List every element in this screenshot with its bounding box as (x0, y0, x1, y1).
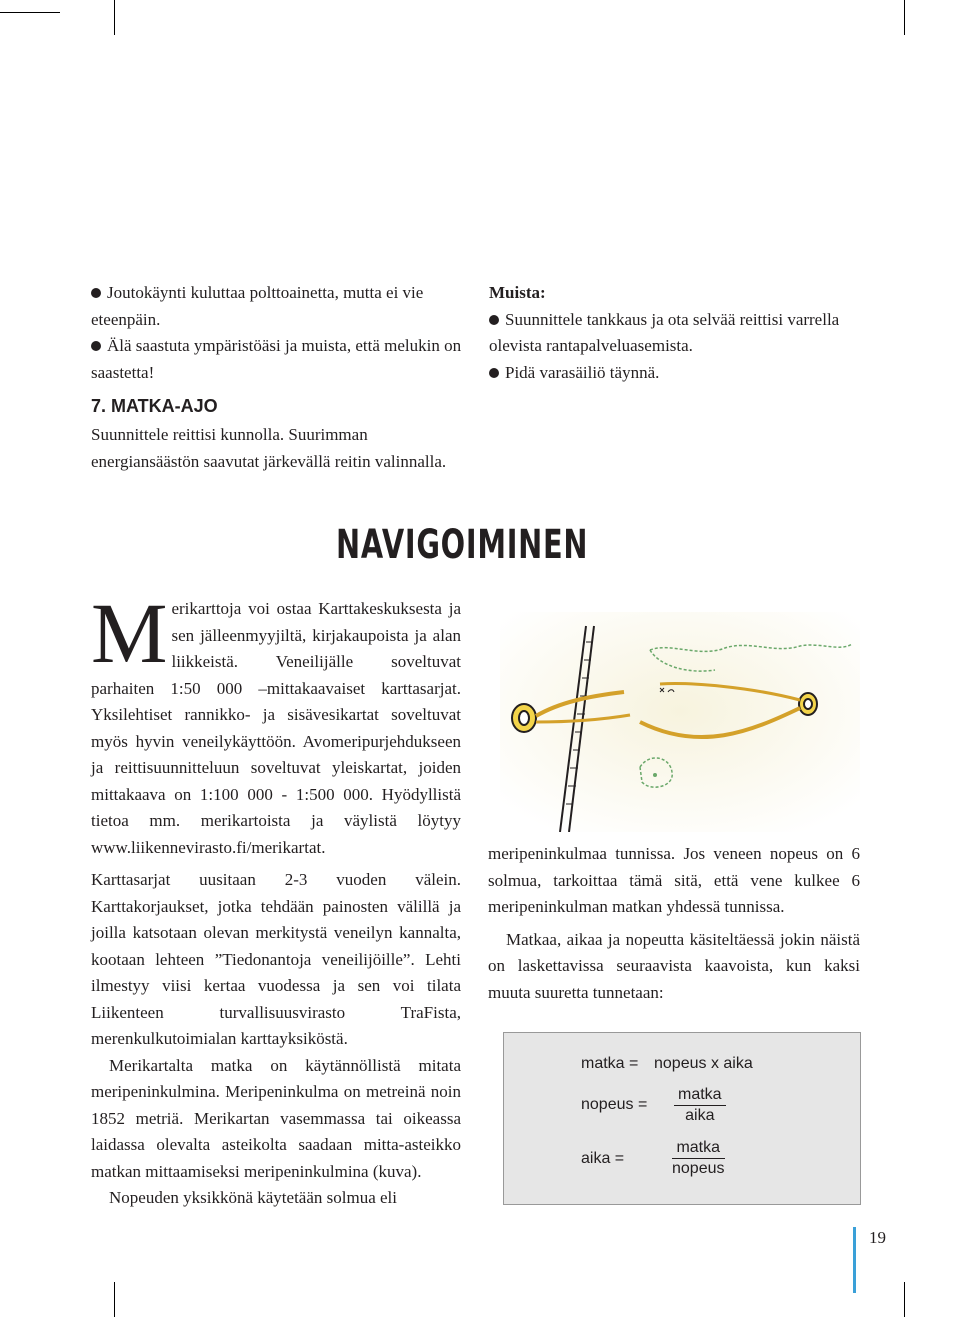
fraction-numerator: matka (674, 1086, 726, 1106)
paragraph: Karttasarjat uusitaan 2-3 vuoden välein. Karttakorjaukset, jotka tehdään painosten välillä ja joilla katsotaan olevan merkitystä veneilyn kannalta, kootaan lehteen ”Tiedonantoja veneilijöille”. Lehti ilmestyy viisi kertaa vuodessa ja sen voi tilata Liikenteen turvallisuusvirasto TraFista, merenkulkutoimialan karttayksiköstä. (91, 870, 461, 1048)
section-text: Suunnittele reittisi kunnolla. Suurimman energiansäästön saavutat järkevällä reitin valinnalla. (91, 425, 447, 471)
bullet-dot-icon (489, 368, 499, 378)
formula-distance-label: matka = (581, 1055, 639, 1072)
formula-box (503, 1032, 861, 1205)
fraction-denominator: nopeus (672, 1160, 725, 1177)
top-left-bullets (91, 280, 463, 386)
paragraph: Nopeuden yksikkönä käytetään solmua eli (109, 1188, 397, 1207)
section-heading: 7. MATKA-AJO (91, 396, 218, 416)
paragraph: Matkaa, aikaa ja nopeutta käsiteltäessä jokin näistä on laskettavissa seuraavista kaavoista, kun kaksi muuta suuretta tunnetaan: (488, 929, 860, 1002)
reminder-title: Muista: (489, 283, 546, 302)
crop-mark (114, 1282, 115, 1317)
fraction-denominator: aika (685, 1107, 715, 1124)
bullet-item: Suunnittele tankkaus ja ota selvää reittisi varrella olevista rantapalveluasemista. (489, 309, 840, 355)
formula-speed-fraction (674, 1086, 726, 1125)
page-number-bar (853, 1227, 856, 1293)
crop-mark (904, 0, 905, 35)
bullet-item: Pidä varasäiliö täynnä. (489, 360, 865, 387)
bullet-dot-icon (489, 315, 499, 325)
reminder-box (489, 280, 865, 386)
crop-mark (114, 0, 115, 35)
bullet-dot-icon (91, 288, 101, 298)
bullet-dot-icon (91, 341, 101, 351)
chart-divider-illustration (500, 612, 860, 832)
formula-time-fraction (672, 1139, 725, 1178)
page-title: NAVIGOIMINEN (336, 522, 589, 568)
paragraph: Merikartalta matka on käytännöllistä mitata meripeninkulmina. Meripeninkulma on metreinä noin 1852 metriä. Merikartan vasemmassa tai oikeassa laidassa olevalta asteikolta saadaan mitta-asteikko matkan mittaamiseksi meripeninkulmina (kuva). (91, 1055, 461, 1181)
paragraph: Merikarttoja voi ostaa Karttakeskuksesta ja sen jälleenmyyjiltä, kirjakaupoista ja alan liikkeistä. Veneilijälle soveltuvat parhaiten 1:50 000 –mittakaavaiset karttasarjat. Yksilehtiset rannikko- ja sisävesikartat soveltuvat myös hyvin veneilykäyttöön. Avomeripurjehdukseen ja reittisuunnitteluun soveltuvat yleiskartat, joiden mittakaava on 1:100 000 - 1:500 000. Hyödyllistä tietoa mm. merikartoista ja väylistä löytyy www.liikennevirasto.fi/merikartat. (91, 585, 461, 857)
paragraph: meripeninkulmaa tunnissa. Jos veneen nopeus on 6 solmua, tarkoittaa tämä sitä, että vene kulkee 6 meripeninkulman matkan yhdessä tunnissa. (488, 844, 860, 916)
crop-mark (0, 12, 60, 13)
article-body-right (488, 841, 860, 1006)
formula-speed-label: nopeus = (581, 1096, 648, 1113)
bullet-item: Joutokäynti kuluttaa polttoainetta, mutta ei vie eteenpäin. (91, 283, 424, 329)
island-marker (653, 773, 657, 777)
drop-cap: M (91, 585, 168, 681)
formula-distance-expression: nopeus x aika (654, 1055, 753, 1072)
article-body-left (91, 585, 461, 1212)
page-number: 19 (869, 1228, 886, 1247)
fraction-numerator: matka (672, 1139, 725, 1159)
bullet-item: Älä saastuta ympäristöäsi ja muista, että melukin on saastetta! (91, 336, 462, 382)
formula-time-label: aika = (581, 1150, 625, 1167)
crop-mark (904, 1282, 905, 1317)
